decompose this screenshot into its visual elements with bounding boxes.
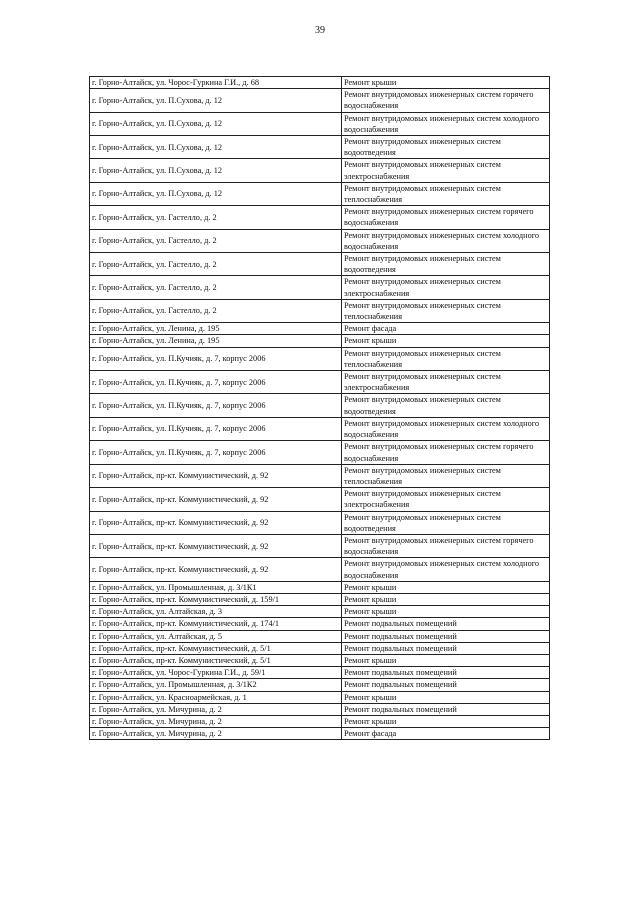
work-type-cell: Ремонт крыши [342,715,550,727]
table-row [90,715,550,727]
table-row [90,323,550,335]
address-cell: г. Горно-Алтайск, ул. П.Кучияк, д. 7, корпус 2006 [90,371,342,394]
table-row [90,618,550,630]
work-type-cell: Ремонт крыши [342,691,550,703]
work-type-cell: Ремонт внутридомовых инженерных систем горячего водоснабжения [342,89,550,112]
work-type-cell: Ремонт подвальных помещений [342,679,550,691]
work-type-cell: Ремонт внутридомовых инженерных систем электроснабжения [342,371,550,394]
address-cell: г. Горно-Алтайск, ул. П.Кучияк, д. 7, корпус 2006 [90,441,342,464]
work-type-cell: Ремонт подвальных помещений [342,703,550,715]
work-type-cell: Ремонт подвальных помещений [342,642,550,654]
table-row [90,394,550,417]
work-type-cell: Ремонт внутридомовых инженерных систем электроснабжения [342,159,550,182]
work-type-cell: Ремонт внутридомовых инженерных систем горячего водоснабжения [342,441,550,464]
table-row [90,654,550,666]
work-type-cell: Ремонт внутридомовых инженерных систем электроснабжения [342,276,550,299]
work-type-cell: Ремонт внутридомовых инженерных систем теплоснабжения [342,464,550,487]
address-cell: г. Горно-Алтайск, ул. П.Кучияк, д. 7, корпус 2006 [90,347,342,370]
table-row [90,558,550,581]
table-row [90,77,550,89]
work-type-cell: Ремонт крыши [342,606,550,618]
table-row [90,335,550,347]
page-number: 39 [315,25,325,36]
table-row [90,371,550,394]
address-cell: г. Горно-Алтайск, ул. П.Кучияк, д. 7, корпус 2006 [90,417,342,440]
work-type-cell: Ремонт крыши [342,593,550,605]
address-cell: г. Горно-Алтайск, ул. Промышленная, д. 3/1К2 [90,679,342,691]
table-row [90,679,550,691]
table-row [90,276,550,299]
address-cell: г. Горно-Алтайск, ул. Мичурина, д. 2 [90,715,342,727]
repair-registry-table [89,76,550,740]
address-cell: г. Горно-Алтайск, ул. Красноармейская, д. 1 [90,691,342,703]
address-cell: г. Горно-Алтайск, ул. П.Сухова, д. 12 [90,136,342,159]
table-row [90,159,550,182]
table-row [90,441,550,464]
address-cell: г. Горно-Алтайск, ул. Промышленная, д. 3/1К1 [90,581,342,593]
work-type-cell: Ремонт внутридомовых инженерных систем водоотведения [342,136,550,159]
address-cell: г. Горно-Алтайск, пр-кт. Коммунистический, д. 92 [90,488,342,511]
work-type-cell: Ремонт внутридомовых инженерных систем водоотведения [342,394,550,417]
address-cell: г. Горно-Алтайск, ул. Гастелло, д. 2 [90,299,342,322]
work-type-cell: Ремонт внутридомовых инженерных систем водоотведения [342,253,550,276]
address-cell: г. Горно-Алтайск, пр-кт. Коммунистический, д. 92 [90,464,342,487]
work-type-cell: Ремонт крыши [342,581,550,593]
table-body [90,77,550,740]
address-cell: г. Горно-Алтайск, ул. Чорос-Гуркина Г.И., д. 68 [90,77,342,89]
work-type-cell: Ремонт внутридомовых инженерных систем теплоснабжения [342,299,550,322]
address-cell: г. Горно-Алтайск, ул. Гастелло, д. 2 [90,229,342,252]
table-row [90,728,550,740]
work-type-cell: Ремонт подвальных помещений [342,618,550,630]
table-row [90,488,550,511]
work-type-cell: Ремонт фасада [342,728,550,740]
address-cell: г. Горно-Алтайск, ул. Гастелло, д. 2 [90,276,342,299]
table-row [90,347,550,370]
address-cell: г. Горно-Алтайск, ул. П.Сухова, д. 12 [90,159,342,182]
table-row [90,534,550,557]
address-cell: г. Горно-Алтайск, ул. Ленина, д. 195 [90,335,342,347]
address-cell: г. Горно-Алтайск, ул. П.Сухова, д. 12 [90,182,342,205]
table-row [90,112,550,135]
address-cell: г. Горно-Алтайск, ул. Гастелло, д. 2 [90,206,342,229]
table-row [90,182,550,205]
table-row [90,581,550,593]
address-cell: г. Горно-Алтайск, пр-кт. Коммунистический, д. 92 [90,558,342,581]
work-type-cell: Ремонт внутридомовых инженерных систем водоотведения [342,511,550,534]
table-row [90,511,550,534]
address-cell: г. Горно-Алтайск, ул. Мичурина, д. 2 [90,703,342,715]
table-row [90,253,550,276]
work-type-cell: Ремонт внутридомовых инженерных систем горячего водоснабжения [342,206,550,229]
address-cell: г. Горно-Алтайск, ул. Ленина, д. 195 [90,323,342,335]
address-cell: г. Горно-Алтайск, пр-кт. Коммунистический, д. 174/1 [90,618,342,630]
address-cell: г. Горно-Алтайск, пр-кт. Коммунистический, д. 92 [90,511,342,534]
work-type-cell: Ремонт фасада [342,323,550,335]
table-row [90,299,550,322]
address-cell: г. Горно-Алтайск, ул. Чорос-Гуркина Г.И., д. 59/1 [90,667,342,679]
work-type-cell: Ремонт крыши [342,654,550,666]
table-row [90,691,550,703]
table-row [90,667,550,679]
work-type-cell: Ремонт крыши [342,335,550,347]
table-row [90,417,550,440]
table-row [90,229,550,252]
work-type-cell: Ремонт внутридомовых инженерных систем электроснабжения [342,488,550,511]
address-cell: г. Горно-Алтайск, пр-кт. Коммунистический, д. 5/1 [90,654,342,666]
address-cell: г. Горно-Алтайск, ул. П.Сухова, д. 12 [90,112,342,135]
work-type-cell: Ремонт внутридомовых инженерных систем холодного водоснабжения [342,558,550,581]
address-cell: г. Горно-Алтайск, ул. Гастелло, д. 2 [90,253,342,276]
table-row [90,630,550,642]
work-type-cell: Ремонт подвальных помещений [342,667,550,679]
work-type-cell: Ремонт крыши [342,77,550,89]
address-cell: г. Горно-Алтайск, ул. Алтайская, д. 5 [90,630,342,642]
work-type-cell: Ремонт внутридомовых инженерных систем холодного водоснабжения [342,229,550,252]
address-cell: г. Горно-Алтайск, ул. Алтайская, д. 3 [90,606,342,618]
address-cell: г. Горно-Алтайск, ул. Мичурина, д. 2 [90,728,342,740]
table-row [90,593,550,605]
table-row [90,136,550,159]
work-type-cell: Ремонт подвальных помещений [342,630,550,642]
work-type-cell: Ремонт внутридомовых инженерных систем горячего водоснабжения [342,534,550,557]
work-type-cell: Ремонт внутридомовых инженерных систем холодного водоснабжения [342,112,550,135]
table-row [90,703,550,715]
address-cell: г. Горно-Алтайск, ул. П.Сухова, д. 12 [90,89,342,112]
address-cell: г. Горно-Алтайск, пр-кт. Коммунистический, д. 5/1 [90,642,342,654]
table-row [90,206,550,229]
work-type-cell: Ремонт внутридомовых инженерных систем теплоснабжения [342,182,550,205]
address-cell: г. Горно-Алтайск, пр-кт. Коммунистический, д. 159/1 [90,593,342,605]
address-cell: г. Горно-Алтайск, ул. П.Кучияк, д. 7, корпус 2006 [90,394,342,417]
table-row [90,89,550,112]
table-row [90,464,550,487]
table-row [90,606,550,618]
work-type-cell: Ремонт внутридомовых инженерных систем холодного водоснабжения [342,417,550,440]
table-row [90,642,550,654]
address-cell: г. Горно-Алтайск, пр-кт. Коммунистический, д. 92 [90,534,342,557]
work-type-cell: Ремонт внутридомовых инженерных систем теплоснабжения [342,347,550,370]
